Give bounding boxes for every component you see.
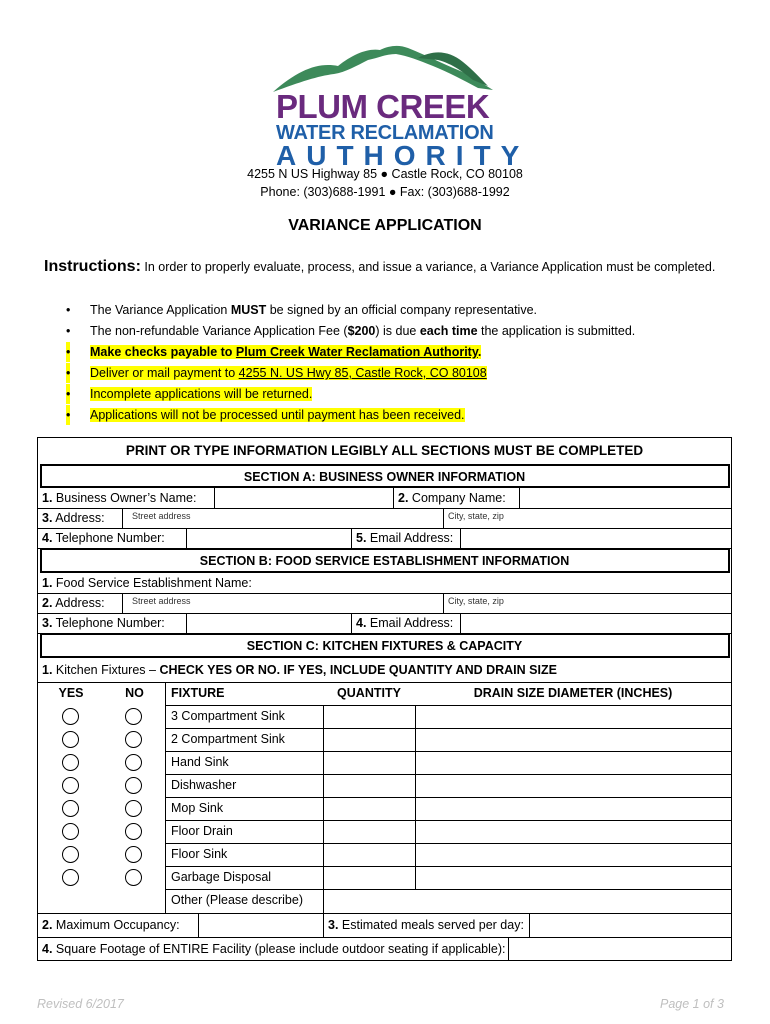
establishment-name-label: 1. Food Service Establishment Name: — [42, 576, 252, 590]
no-radio[interactable] — [125, 777, 142, 794]
quantity-input[interactable] — [324, 843, 415, 866]
no-radio[interactable] — [125, 823, 142, 840]
square-footage-input[interactable] — [509, 937, 731, 961]
owner-address-label: 3. Address: — [42, 511, 105, 525]
max-occupancy-label: 2. Maximum Occupancy: — [42, 918, 180, 932]
owner-email-label: 5. Email Address: — [356, 531, 454, 545]
fixture-name: Floor Drain — [171, 824, 233, 838]
establishment-phone-input[interactable] — [187, 613, 351, 633]
establishment-email-label: 4. Email Address: — [356, 616, 454, 630]
company-name-label: 2. Company Name: — [398, 491, 506, 505]
drain-size-input[interactable] — [416, 820, 731, 843]
drain-size-input[interactable] — [416, 843, 731, 866]
list-item: • Deliver or mail payment to 4255 N. US Hwy 85, Castle Rock, CO 80108 — [66, 363, 706, 384]
owner-name-input[interactable] — [215, 488, 393, 508]
phone-line: Phone: (303)688-1991 ● Fax: (303)688-1992 — [260, 185, 510, 199]
no-radio[interactable] — [125, 754, 142, 771]
establishment-address-label: 2. Address: — [42, 596, 105, 610]
owner-phone-input[interactable] — [187, 528, 351, 548]
fixture-name: Hand Sink — [171, 755, 229, 769]
yes-radio[interactable] — [62, 777, 79, 794]
no-radio[interactable] — [125, 869, 142, 886]
col-quantity-header: QUANTITY — [337, 686, 401, 700]
col-fixture-header: FIXTURE — [171, 686, 225, 700]
drain-size-input[interactable] — [416, 866, 731, 889]
col-no-header: NO — [125, 686, 144, 700]
owner-phone-label: 4. Telephone Number: — [42, 531, 165, 545]
max-occupancy-input[interactable] — [199, 913, 323, 937]
fixture-name: Dishwasher — [171, 778, 237, 792]
variance-form — [37, 437, 732, 961]
fixture-name: 2 Compartment Sink — [171, 732, 285, 746]
no-radio[interactable] — [125, 731, 142, 748]
yes-radio[interactable] — [62, 846, 79, 863]
col-yes-header: YES — [58, 686, 84, 700]
company-name-input[interactable] — [520, 488, 731, 508]
drain-size-input[interactable] — [416, 705, 731, 728]
fixture-name: Garbage Disposal — [171, 870, 272, 884]
yes-radio[interactable] — [62, 754, 79, 771]
section-a-title: SECTION A: BUSINESS OWNER INFORMATION — [243, 470, 526, 484]
no-radio[interactable] — [125, 708, 142, 725]
drain-size-input[interactable] — [416, 751, 731, 774]
instructions-text: In order to properly evaluate, process, and issue a variance, a Variance Application must be completed. — [140, 260, 716, 274]
quantity-input[interactable] — [324, 866, 415, 889]
logo-text-plum-creek: PLUM CREEK — [276, 88, 490, 125]
list-item: • The Variance Application MUST be signed by an official company representative. — [66, 303, 538, 317]
page-number: Page 1 of 3 — [660, 997, 724, 1011]
logo-text-water-reclamation: WATER RECLAMATION — [276, 122, 494, 144]
drain-size-input[interactable] — [416, 728, 731, 751]
instructions-label: Instructions: — [44, 258, 141, 275]
col-drain-header: DRAIN SIZE DIAMETER (INCHES) — [473, 686, 673, 700]
fixture-name: Floor Sink — [171, 847, 228, 861]
owner-name-label: 1. Business Owner’s Name: — [42, 491, 197, 505]
no-radio[interactable] — [125, 846, 142, 863]
instructions — [44, 257, 734, 277]
fixture-name: Mop Sink — [171, 801, 224, 815]
owner-email-input[interactable] — [461, 528, 731, 548]
square-footage-label: 4. Square Footage of ENTIRE Facility (please include outdoor seating if applicable): — [42, 942, 506, 956]
yes-radio[interactable] — [62, 731, 79, 748]
quantity-input[interactable] — [324, 705, 415, 728]
section-b-title: SECTION B: FOOD SERVICE ESTABLISHMENT INFORMATION — [199, 554, 570, 568]
quantity-input[interactable] — [324, 774, 415, 797]
quantity-input[interactable] — [324, 820, 415, 843]
street-hint: Street address — [132, 511, 191, 521]
page-title: VARIANCE APPLICATION — [288, 217, 482, 234]
street-hint: Street address — [132, 596, 191, 606]
kitchen-fixtures-label: 1. Kitchen Fixtures – CHECK YES OR NO. IF YES, INCLUDE QUANTITY AND DRAIN SIZE — [42, 663, 557, 677]
yes-radio[interactable] — [62, 708, 79, 725]
meals-per-day-input[interactable] — [530, 913, 731, 937]
drain-size-input[interactable] — [416, 797, 731, 820]
fixture-name: 3 Compartment Sink — [171, 709, 285, 723]
fixture-name: Other (Please describe) — [171, 893, 304, 907]
revised-date: Revised 6/2017 — [37, 997, 124, 1011]
drain-size-input[interactable] — [416, 774, 731, 797]
other-describe-input[interactable] — [324, 889, 731, 912]
yes-radio[interactable] — [62, 800, 79, 817]
quantity-input[interactable] — [324, 797, 415, 820]
list-item: • Incomplete applications will be returned. — [66, 384, 706, 405]
yes-radio[interactable] — [62, 869, 79, 886]
plum-creek-logo — [268, 40, 530, 171]
form-header: PRINT OR TYPE INFORMATION LEGIBLY ALL SECTIONS MUST BE COMPLETED — [125, 443, 644, 458]
section-c-title: SECTION C: KITCHEN FIXTURES & CAPACITY — [246, 639, 523, 653]
establishment-phone-label: 3. Telephone Number: — [42, 616, 165, 630]
list-item: • Make checks payable to Plum Creek Water Reclamation Authority. — [66, 342, 706, 363]
quantity-input[interactable] — [324, 728, 415, 751]
list-item: • Applications will not be processed until payment has been received. — [66, 405, 706, 426]
city-hint: City, state, zip — [448, 596, 504, 606]
list-item: • The non-refundable Variance Application Fee ($200) is due each time the application is submitted. — [66, 324, 636, 338]
address-line: 4255 N US Highway 85 ● Castle Rock, CO 80108 — [247, 167, 523, 181]
quantity-input[interactable] — [324, 751, 415, 774]
meals-per-day-label: 3. Estimated meals served per day: — [328, 918, 524, 932]
city-hint: City, state, zip — [448, 511, 504, 521]
yes-radio[interactable] — [62, 823, 79, 840]
establishment-email-input[interactable] — [461, 613, 731, 633]
instruction-bullets — [66, 300, 706, 426]
logo-text-authority: AUTHORITY — [276, 140, 530, 171]
no-radio[interactable] — [125, 800, 142, 817]
